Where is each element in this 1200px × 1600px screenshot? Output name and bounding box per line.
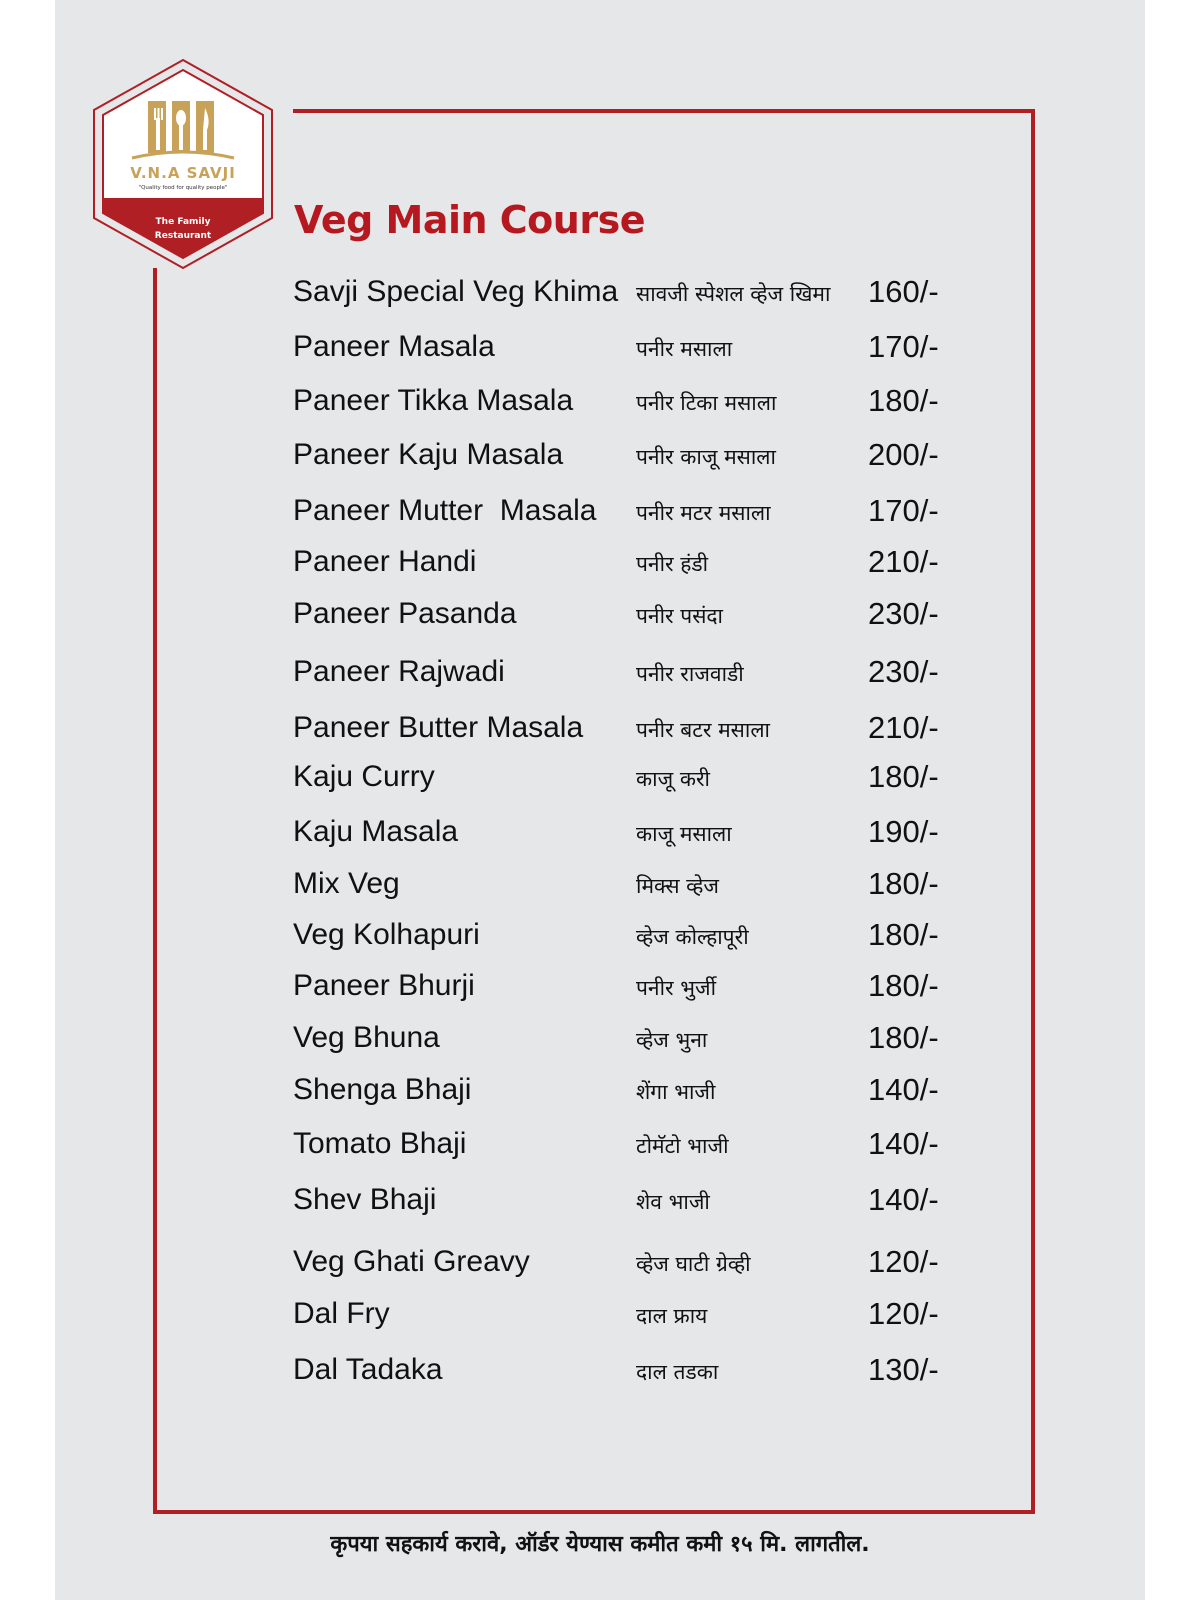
menu-item: [0, 1124, 1200, 1164]
menu-item: [0, 1350, 1200, 1390]
menu-item: [0, 1180, 1200, 1220]
item-name-marathi: पनीर राजवाडी: [636, 662, 744, 686]
item-price: 170/-: [868, 493, 939, 528]
menu-item: [0, 1294, 1200, 1334]
menu-item: [0, 915, 1200, 955]
item-name-marathi: शेंगा भाजी: [636, 1080, 716, 1104]
menu-item: [0, 1070, 1200, 1110]
footer-note: कृपया सहकार्य करावे, ऑर्डर येण्यास कमीत कमी १५ मि. लागतील.: [330, 1532, 870, 1557]
item-price: 140/-: [868, 1072, 939, 1107]
item-price: 140/-: [868, 1182, 939, 1217]
menu-item: [0, 812, 1200, 852]
item-name-english: Kaju Curry: [293, 760, 435, 793]
item-price: 130/-: [868, 1352, 939, 1387]
item-price: 180/-: [868, 866, 939, 901]
menu-item: [0, 381, 1200, 421]
item-name-marathi: व्हेज कोल्हापूरी: [636, 925, 749, 949]
item-price: 180/-: [868, 383, 939, 418]
item-price: 180/-: [868, 968, 939, 1003]
logo-subtitle-line2: Restaurant: [154, 231, 212, 241]
menu-item: [0, 966, 1200, 1006]
menu-item: [0, 1242, 1200, 1282]
frame-border-top: [293, 109, 1035, 113]
item-name-english: Dal Tadaka: [293, 1353, 443, 1386]
item-name-marathi: सावजी स्पेशल व्हेज खिमा: [636, 282, 831, 306]
menu-item: [0, 542, 1200, 582]
item-name-english: Mix Veg: [293, 867, 400, 900]
item-name-marathi: पनीर टिका मसाला: [636, 391, 777, 415]
item-price: 180/-: [868, 759, 939, 794]
item-name-marathi: पनीर मटर मसाला: [636, 501, 771, 525]
item-name-english: Paneer Butter Masala: [293, 711, 584, 744]
item-name-english: Paneer Bhurji: [293, 969, 475, 1002]
item-name-marathi: पनीर भुर्जी: [636, 976, 717, 1000]
logo-tagline: "Quality food for quality people": [138, 185, 228, 191]
item-name-english: Paneer Masala: [293, 330, 495, 363]
item-name-marathi: पनीर मसाला: [636, 337, 733, 361]
item-name-marathi: दाल तडका: [636, 1360, 719, 1384]
menu-item: [0, 757, 1200, 797]
menu-item: [0, 864, 1200, 904]
item-name-marathi: व्हेज घाटी ग्रेव्ही: [636, 1252, 751, 1276]
menu-item: [0, 652, 1200, 692]
menu-item: [0, 491, 1200, 531]
item-name-english: Kaju Masala: [293, 815, 459, 848]
item-name-english: Savji Special Veg Khima: [293, 275, 619, 308]
item-name-english: Veg Kolhapuri: [293, 918, 480, 951]
item-price: 140/-: [868, 1126, 939, 1161]
item-price: 180/-: [868, 917, 939, 952]
restaurant-logo: [88, 58, 278, 272]
item-price: 210/-: [868, 544, 939, 579]
item-price: 210/-: [868, 710, 939, 745]
menu-item: [0, 272, 1200, 312]
item-name-marathi: व्हेज भुना: [636, 1028, 708, 1052]
item-name-english: Tomato Bhaji: [293, 1127, 467, 1160]
item-name-english: Paneer Mutter Masala: [293, 494, 597, 527]
item-name-marathi: काजू मसाला: [636, 822, 732, 846]
item-name-marathi: दाल फ्राय: [636, 1304, 708, 1328]
item-name-english: Paneer Tikka Masala: [293, 384, 574, 417]
item-price: 120/-: [868, 1296, 939, 1331]
item-name-english: Paneer Rajwadi: [293, 655, 505, 688]
item-price: 190/-: [868, 814, 939, 849]
item-name-marathi: मिक्स व्हेज: [636, 874, 719, 898]
item-price: 180/-: [868, 1020, 939, 1055]
item-price: 160/-: [868, 274, 939, 309]
item-name-marathi: पनीर हंडी: [636, 552, 709, 576]
menu-item: [0, 327, 1200, 367]
item-name-marathi: टोमॅटो भाजी: [636, 1134, 729, 1158]
item-name-marathi: काजू करी: [636, 767, 710, 791]
item-price: 230/-: [868, 654, 939, 689]
item-name-english: Shev Bhaji: [293, 1183, 437, 1216]
item-name-english: Veg Ghati Greavy: [293, 1245, 530, 1278]
item-name-marathi: शेव भाजी: [636, 1190, 710, 1214]
item-price: 230/-: [868, 596, 939, 631]
logo-subtitle-line1: The Family: [155, 217, 211, 227]
menu-item: [0, 594, 1200, 634]
item-price: 170/-: [868, 329, 939, 364]
item-name-english: Paneer Handi: [293, 545, 477, 578]
item-price: 200/-: [868, 437, 939, 472]
item-name-english: Shenga Bhaji: [293, 1073, 472, 1106]
item-price: 120/-: [868, 1244, 939, 1279]
item-name-english: Veg Bhuna: [293, 1021, 440, 1054]
logo-subtitle: [88, 215, 278, 243]
menu-section-title: Veg Main Course: [294, 198, 645, 242]
item-name-english: Paneer Pasanda: [293, 597, 517, 630]
item-name-english: Paneer Kaju Masala: [293, 438, 564, 471]
item-name-marathi: पनीर पसंदा: [636, 604, 723, 628]
menu-item: [0, 435, 1200, 475]
logo-brand-name: V.N.A SAVJI: [130, 164, 236, 182]
frame-border-bottom: [153, 1510, 1035, 1514]
menu-item: [0, 1018, 1200, 1058]
item-name-marathi: पनीर काजू मसाला: [636, 445, 776, 469]
item-name-english: Dal Fry: [293, 1297, 390, 1330]
item-name-marathi: पनीर बटर मसाला: [636, 718, 770, 742]
menu-item: [0, 708, 1200, 748]
